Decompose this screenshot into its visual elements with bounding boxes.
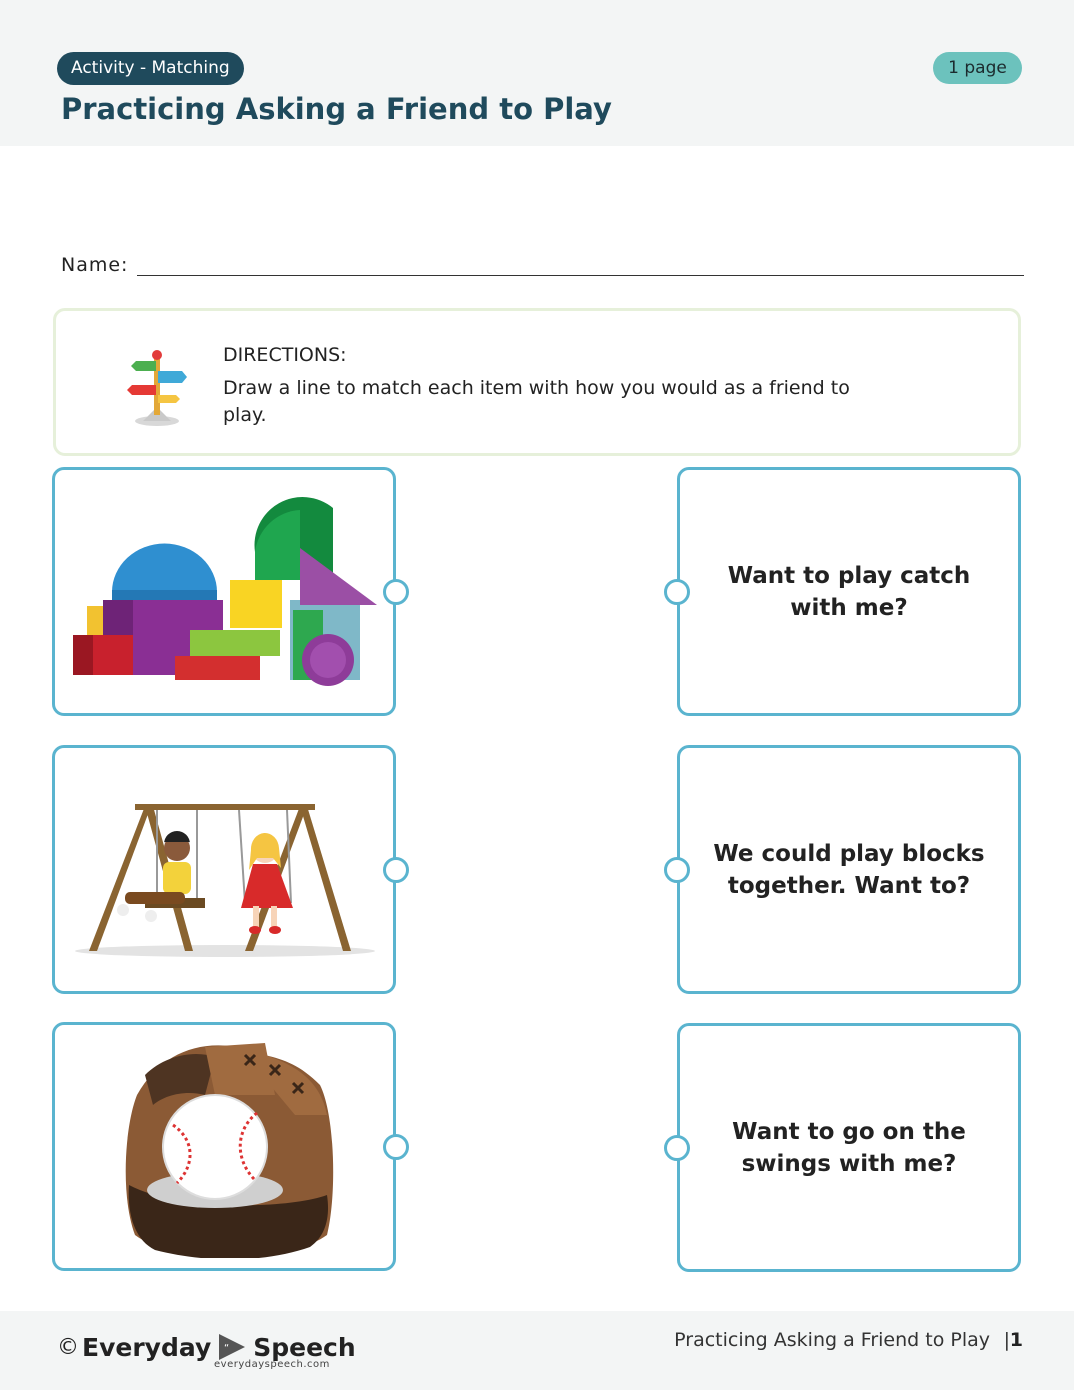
baseball-glove-icon bbox=[65, 1035, 383, 1258]
page-header bbox=[0, 0, 1074, 146]
right-item-card-1[interactable] bbox=[677, 467, 1021, 716]
name-write-line[interactable] bbox=[137, 275, 1024, 276]
brand-name-first: Everyday bbox=[82, 1332, 212, 1362]
answer-text: Want to play catch with me? bbox=[727, 562, 971, 621]
left-item-card-1[interactable] bbox=[52, 467, 396, 716]
answer-text: Want to go on the swings with me? bbox=[732, 1118, 966, 1177]
page-count-badge: 1 page bbox=[933, 52, 1022, 84]
connect-dot[interactable] bbox=[664, 1135, 690, 1161]
svg-text:“: “ bbox=[224, 1343, 230, 1354]
connect-dot[interactable] bbox=[383, 1134, 409, 1160]
directions-heading: DIRECTIONS: bbox=[223, 344, 347, 366]
signpost-icon bbox=[126, 347, 188, 427]
left-item-card-3[interactable] bbox=[52, 1022, 396, 1271]
directions-text: Draw a line to match each item with how you would as a friend to play. bbox=[223, 377, 850, 426]
footer-page-number: 1 bbox=[1009, 1329, 1023, 1351]
activity-type-badge: Activity - Matching bbox=[57, 52, 244, 85]
connect-dot[interactable] bbox=[664, 579, 690, 605]
connect-dot[interactable] bbox=[664, 857, 690, 883]
brand-name-second: Speech bbox=[253, 1332, 356, 1362]
copyright-symbol: © bbox=[57, 1334, 79, 1360]
answer-text: We could play blocks together. Want to? bbox=[713, 840, 985, 899]
left-item-card-2[interactable] bbox=[52, 745, 396, 994]
directions-box bbox=[53, 308, 1021, 456]
name-label: Name: bbox=[61, 254, 129, 276]
toy-blocks-icon bbox=[65, 480, 383, 703]
connect-dot[interactable] bbox=[383, 579, 409, 605]
page-title: Practicing Asking a Friend to Play bbox=[61, 92, 612, 126]
speech-play-icon bbox=[217, 1332, 247, 1362]
footer-title: Practicing Asking a Friend to Play bbox=[674, 1329, 990, 1351]
page-footer bbox=[0, 1311, 1074, 1390]
right-item-card-3[interactable] bbox=[677, 1023, 1021, 1272]
footer-separator: | bbox=[1003, 1329, 1010, 1351]
kids-on-swings-icon bbox=[65, 758, 383, 981]
brand-url: everydayspeech.com bbox=[214, 1359, 330, 1370]
right-item-card-2[interactable] bbox=[677, 745, 1021, 994]
connect-dot[interactable] bbox=[383, 857, 409, 883]
name-field[interactable] bbox=[61, 254, 1024, 278]
